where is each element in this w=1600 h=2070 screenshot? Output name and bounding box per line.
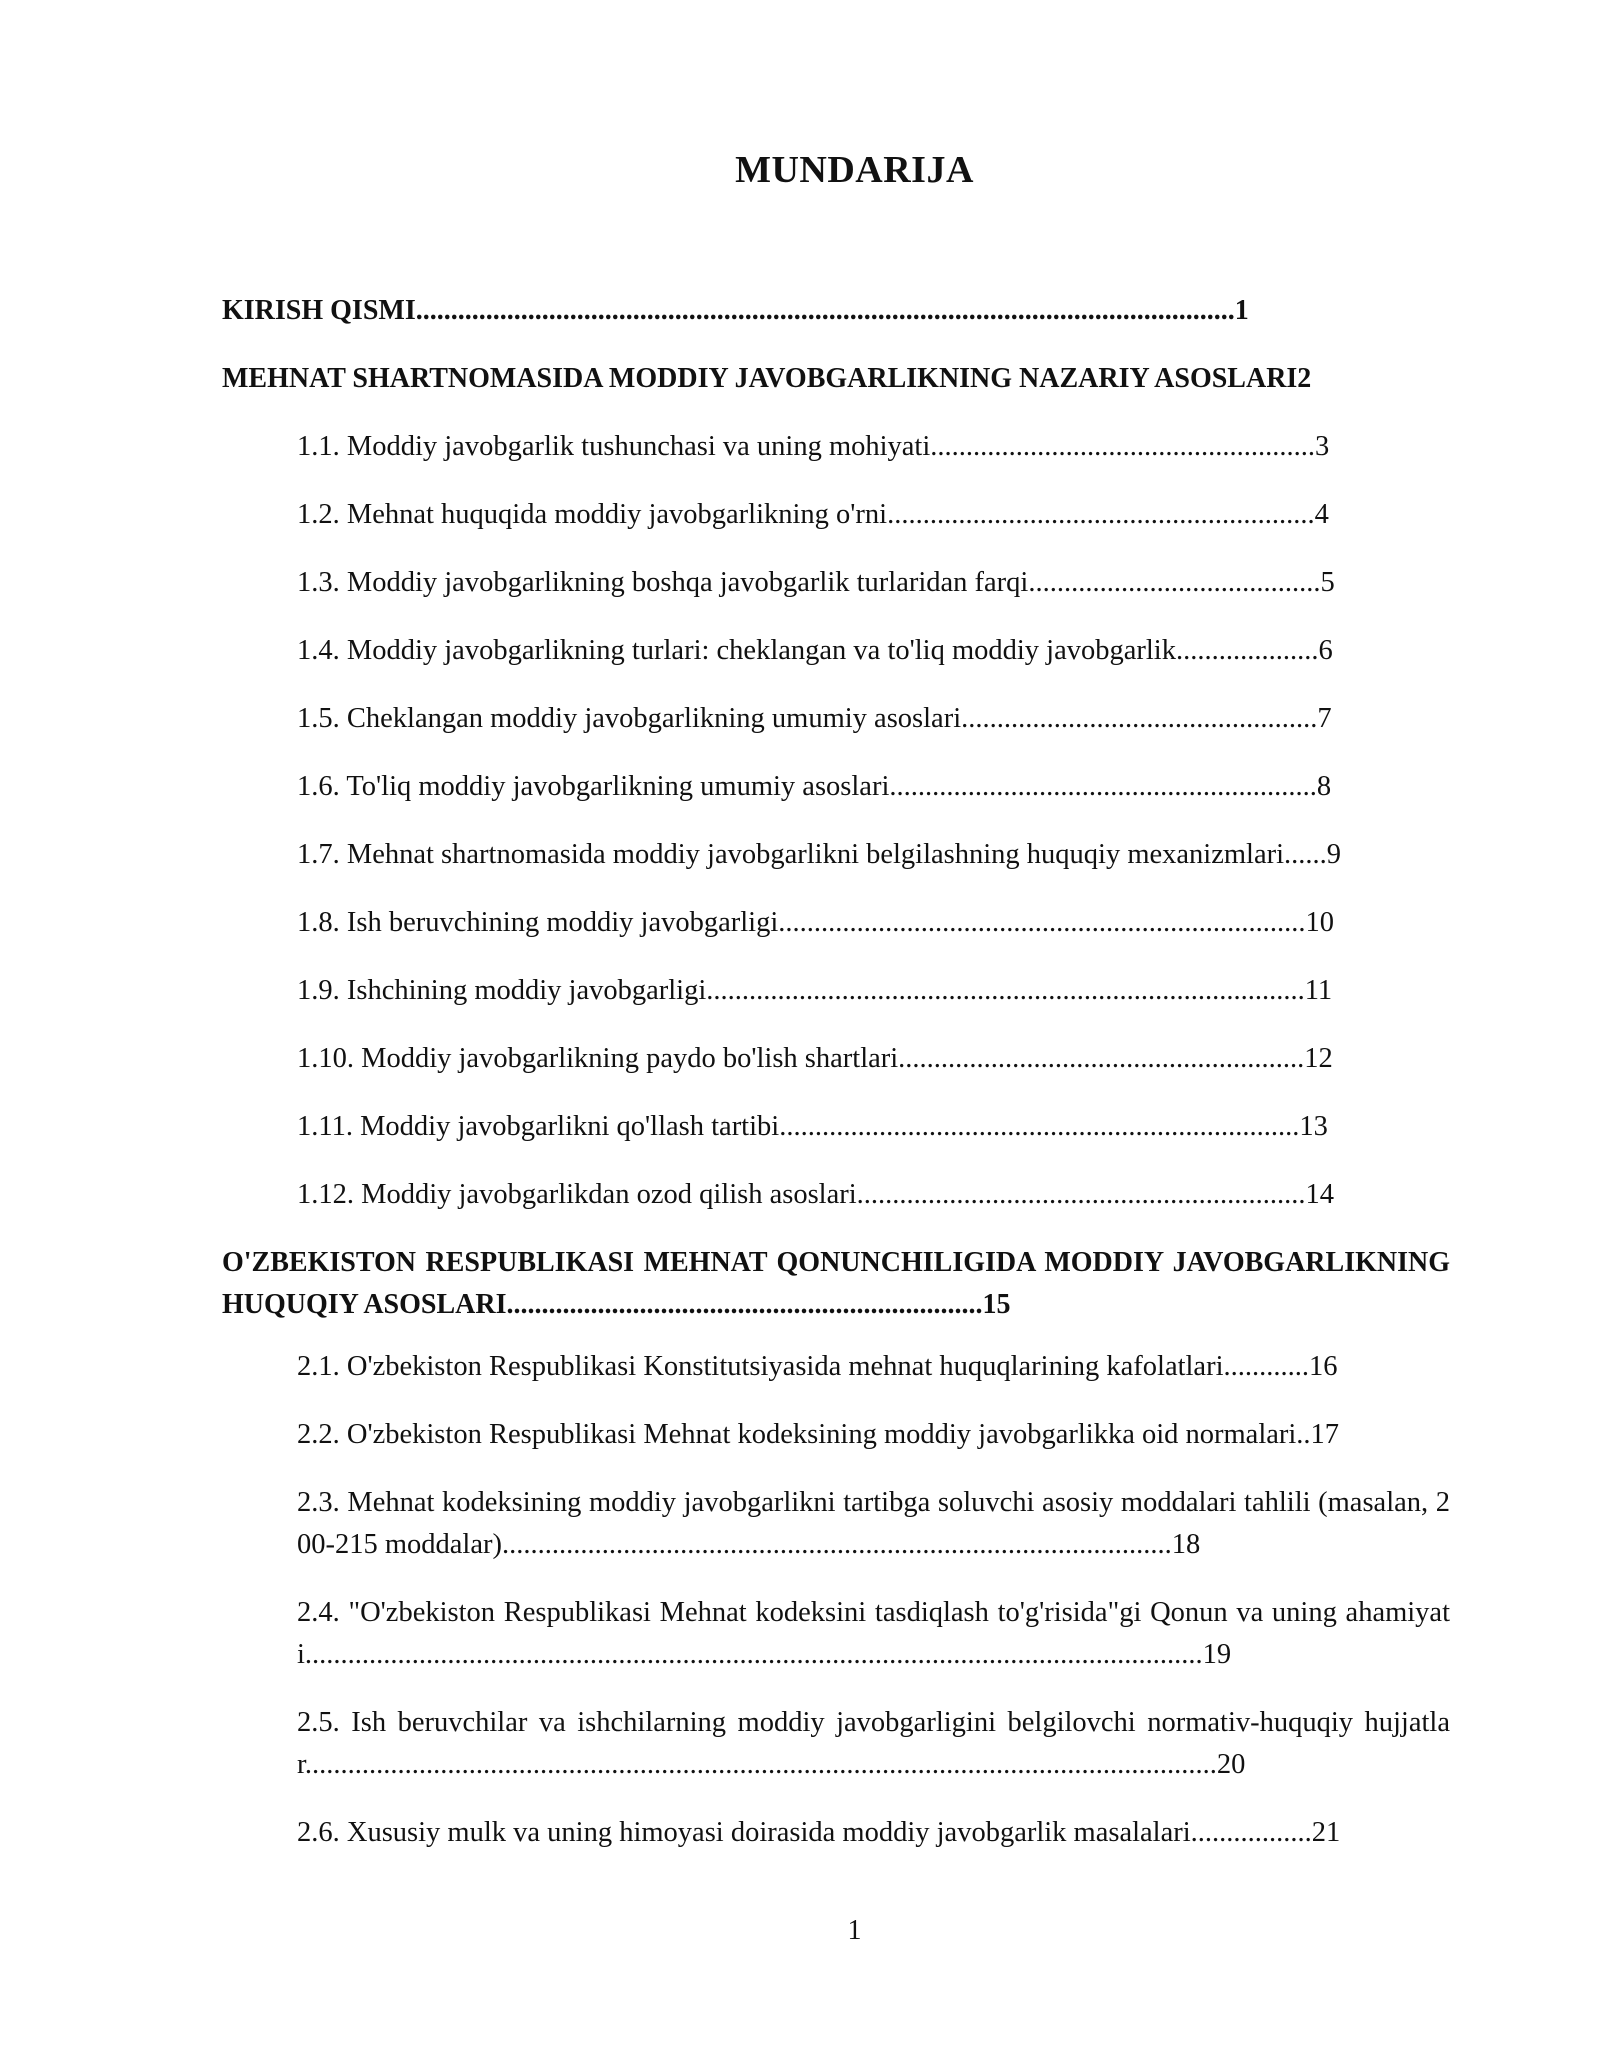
toc-section-entry: 2.5. Ish beruvchilar va ishchilarning moddiy javobgarligini belgilovchi normativ-huquqiy hujjatlar................................................................................................................................20 [297,1707,1450,1780]
toc-section-entry: 1.11. Moddiy javobgarlikni qo'llash tartibi.........................................................................13 [297,1111,1328,1142]
toc-section-entry: 1.2. Mehnat huquqida moddiy javobgarlikning o'rni............................................................4 [297,499,1329,530]
toc-section-entry: 1.7. Mehnat shartnomasida moddiy javobgarlikni belgilashning huquqiy mexanizmlari......9 [297,839,1342,870]
toc-section-entry: 1.8. Ish beruvchining moddiy javobgarligi..........................................................................10 [297,907,1335,938]
toc-chapter-entry: KIRISH QISMI.....................................................................................................................1 [222,295,1249,326]
toc-section-entry: 1.5. Cheklangan moddiy javobgarlikning umumiy asoslari..................................................7 [297,703,1332,734]
page-title: MUNDARIJA [735,149,974,191]
toc-section-entry: 2.3. Mehnat kodeksining moddiy javobgarlikni tartibga soluvchi asosiy moddalari tahlili (masalan, 200-215 moddalar)..............................................................................................18 [297,1487,1450,1560]
toc-section-entry: 1.9. Ishchining moddiy javobgarligi....................................................................................11 [297,975,1333,1006]
toc-section-entry: 1.4. Moddiy javobgarlikning turlari: cheklangan va to'liq moddiy javobgarlik....................6 [297,635,1333,666]
toc-section-entry: 2.4. "O'zbekiston Respublikasi Mehnat kodeksini tasdiqlash to'g'risida"gi Qonun va uning ahamiyati..............................................................................................................................19 [297,1597,1450,1670]
page-number: 1 [847,1915,862,1946]
toc-section-entry: 1.3. Moddiy javobgarlikning boshqa javobgarlik turlaridan farqi.........................................5 [297,567,1335,598]
toc-section-entry: 1.12. Moddiy javobgarlikdan ozod qilish asoslari...............................................................14 [297,1179,1335,1210]
toc-section-entry: 2.2. O'zbekiston Respublikasi Mehnat kodeksining moddiy javobgarlikka oid normalari..17 [297,1419,1340,1450]
toc-section-entry: 2.1. O'zbekiston Respublikasi Konstitutsiyasida mehnat huquqlarining kafolatlari............16 [297,1351,1338,1382]
toc-section-entry: 2.6. Xususiy mulk va uning himoyasi doirasida moddiy javobgarlik masalalari.................21 [297,1817,1341,1848]
toc-section-entry: 1.1. Moddiy javobgarlik tushunchasi va uning mohiyati......................................................3 [297,431,1330,462]
toc-chapter-entry: O'ZBEKISTON RESPUBLIKASI MEHNAT QONUNCHILIGIDA MODDIY JAVOBGARLIKNING HUQUQIY ASOSLARI....................................................................15 [222,1247,1450,1320]
toc-section-entry: 1.6. To'liq moddiy javobgarlikning umumiy asoslari............................................................8 [297,771,1332,802]
toc-chapter-entry: MEHNAT SHARTNOMASIDA MODDIY JAVOBGARLIKNING NAZARIY ASOSLARI2 [222,363,1312,394]
toc-section-entry: 1.10. Moddiy javobgarlikning paydo bo'lish shartlari.........................................................12 [297,1043,1333,1074]
